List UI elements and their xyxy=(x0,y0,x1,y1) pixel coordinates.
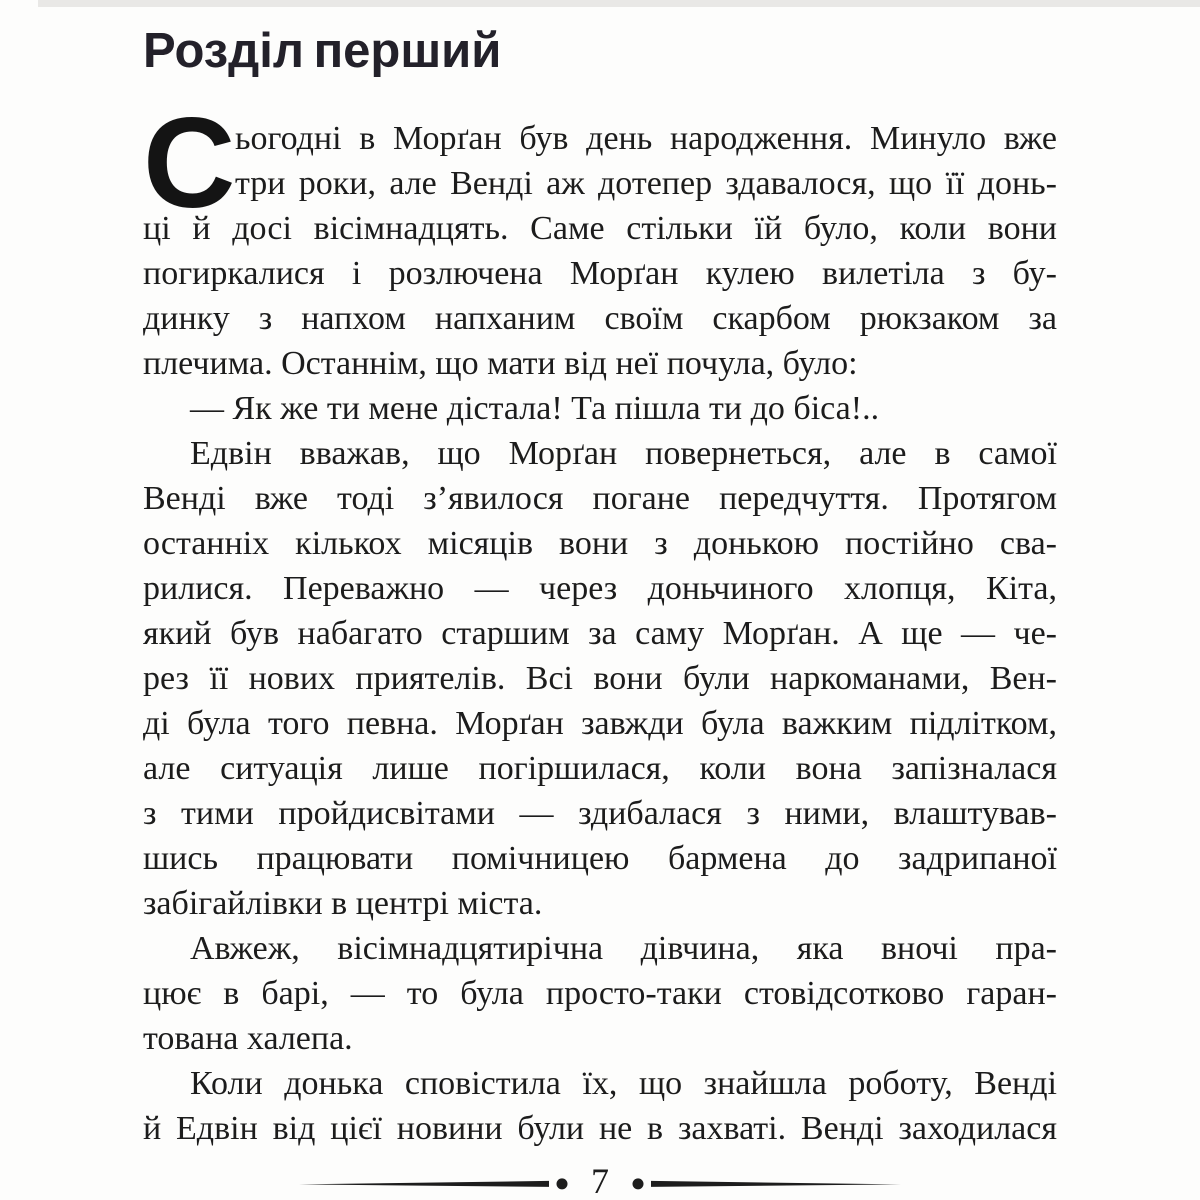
footer-rule-left-icon xyxy=(299,1177,573,1191)
text-line: але ситуація лише погіршилася, коли вона запізналася xyxy=(143,750,1057,787)
text-line: Коли донька сповістила їх, що знайшла роботу, Венді xyxy=(190,1065,1057,1102)
page-footer xyxy=(0,1163,1200,1200)
paragraph xyxy=(143,926,1057,1061)
text-line: плечима. Останнім, що мати від неї почула, було: xyxy=(143,345,858,382)
page-number: 7 xyxy=(591,1161,609,1200)
drop-cap: С xyxy=(143,92,236,235)
chapter-title: Розділ перший xyxy=(143,24,502,78)
text-line: ці й досі вісімнадцять. Саме стільки їй було, коли вони xyxy=(143,210,1057,247)
body-text xyxy=(143,92,1057,1151)
page-content xyxy=(143,0,1057,1151)
text-line: тована халепа. xyxy=(143,1020,353,1057)
paragraph xyxy=(143,431,1057,926)
text-line: цює в барі, — то була просто-таки стовідсотково гаран- xyxy=(143,975,1057,1012)
footer-rule-right-icon xyxy=(627,1177,901,1191)
paragraph xyxy=(143,92,1057,386)
text-line: останніх кількох місяців вони з донькою постійно сва- xyxy=(143,525,1057,562)
paragraph xyxy=(143,386,1057,431)
text-line: — Як же ти мене дістала! Та пішла ти до біса!.. xyxy=(190,390,880,427)
text-line: ді була того певна. Морґан завжди була важким підлітком, xyxy=(143,705,1057,742)
text-line: з тими пройдисвітами — здибалася з ними, влаштував- xyxy=(143,795,1057,832)
text-line: рез її нових приятелів. Всі вони були наркоманами, Вен- xyxy=(143,660,1057,697)
text-line: Венді вже тоді з’явилося погане передчуття. Протягом xyxy=(143,480,1057,517)
text-line: який був набагато старшим за саму Морґан. А ще — че- xyxy=(143,615,1057,652)
text-line: три роки, але Венді аж дотепер здавалося, що її донь- xyxy=(235,165,1057,202)
text-line: шись працювати помічницею бармена до задрипаної xyxy=(143,840,1057,877)
text-line: Едвін вважав, що Морґан повернеться, але в самої xyxy=(190,435,1057,472)
text-line: рилися. Переважно — через доньчиного хлопця, Кіта, xyxy=(143,570,1057,607)
text-line: ьогодні в Морґан був день народження. Минуло вже xyxy=(235,120,1057,157)
paragraph xyxy=(143,1061,1057,1151)
text-line: динку з напхом напханим своїм скарбом рюкзаком за xyxy=(143,300,1057,337)
text-line: забігайлівки в центрі міста. xyxy=(143,885,543,922)
text-line: Авжеж, вісімнадцятирічна дівчина, яка вночі пра- xyxy=(190,930,1057,967)
text-line: погиркалися і розлючена Морґан кулею вилетіла з бу- xyxy=(143,255,1057,292)
text-line: й Едвін від цієї новини були не в захваті. Венді заходилася xyxy=(143,1110,1057,1147)
